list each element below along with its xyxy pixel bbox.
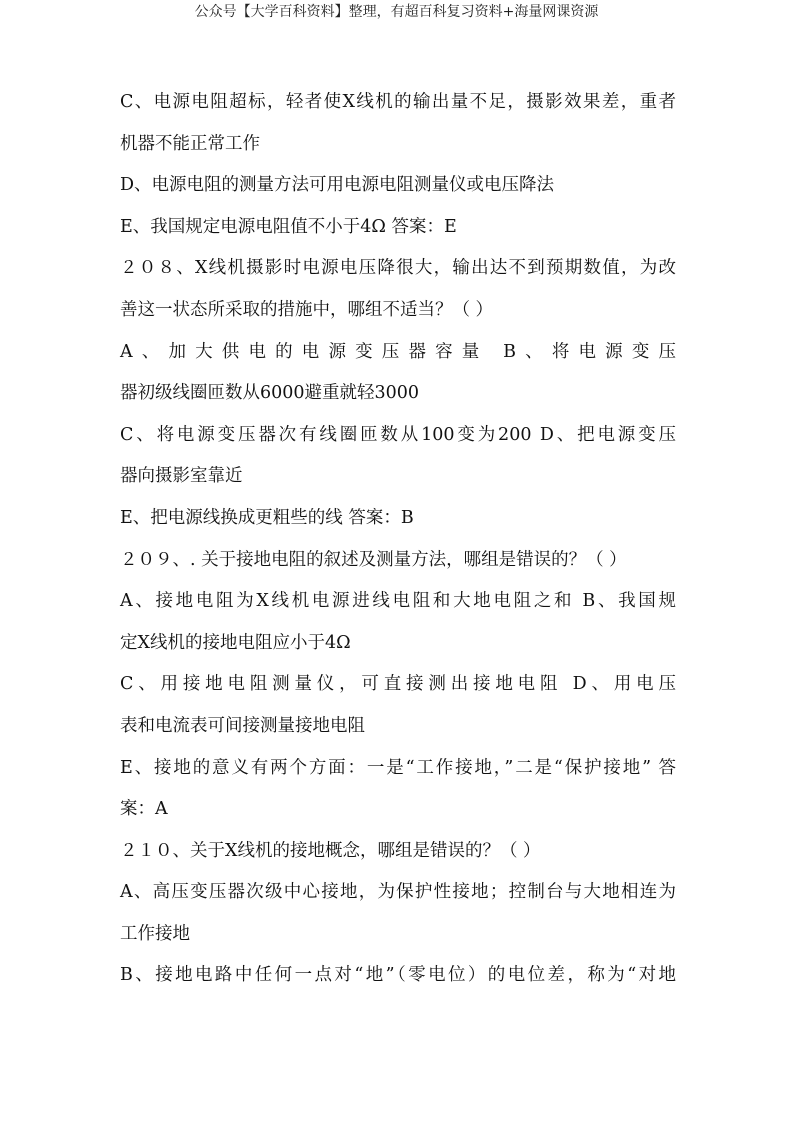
text-line: 机器不能正常工作 <box>120 133 260 154</box>
text-line: 案：A <box>120 799 168 820</box>
text-line: E、把电源线换成更粗些的线 答案：B <box>120 507 414 528</box>
document-body <box>120 82 676 997</box>
text-line: D、电源电阻的测量方法可用电源电阻测量仪或电压降法 <box>120 175 555 196</box>
text-line: 表和电流表可间接测量接地电阻 <box>120 715 365 736</box>
text-line: 器初级线圈匝数从6000避重就轻3000 <box>120 383 420 404</box>
text-line: 善这一状态所采取的措施中，哪组不适当？（ ） <box>120 299 494 320</box>
text-line: 工作接地 <box>120 923 190 944</box>
text-line: E、接地的意义有两个方面：一是“工作接地，”二是“保护接地” 答 <box>120 757 676 778</box>
text-line: C、将电源变压器次有线圈匝数从100变为200 D、把电源变压 <box>120 424 676 445</box>
text-line: C、用接地电阻测量仪，可直接测出接地电阻 D、用电压 <box>120 674 676 695</box>
text-line: A、加大供电的电源变压器容量 B、将电源变压 <box>120 341 676 362</box>
text-line: E、我国规定电源电阻值不小于4Ω 答案：E <box>120 216 457 237</box>
text-line: 定X线机的接地电阻应小于4Ω <box>120 632 351 653</box>
page-header: 公众号【大学百科资料】整理，有超百科复习资料+海量网课资源 <box>194 4 599 20</box>
text-line: A、高压变压器次级中心接地，为保护性接地；控制台与大地相连为 <box>120 882 676 903</box>
text-line: ２１０、关于X线机的接地概念，哪组是错误的？（ ） <box>120 840 541 861</box>
text-line: C、电源电阻超标，轻者使X线机的输出量不足，摄影效果差，重者 <box>120 92 676 112</box>
text-line: 器向摄影室靠近 <box>120 466 243 487</box>
text-line: ２０９、. 关于接地电阻的叙述及测量方法，哪组是错误的？（ ） <box>120 549 627 570</box>
text-line: A、接地电阻为X线机电源进线电阻和大地电阻之和 B、我国规 <box>120 591 676 612</box>
text-line: B、接地电路中任何一点对“地”（零电位）的电位差，称为“对地 <box>120 965 676 986</box>
text-line: ２０８、X线机摄影时电源电压降很大，输出达不到预期数值，为改 <box>120 258 676 279</box>
